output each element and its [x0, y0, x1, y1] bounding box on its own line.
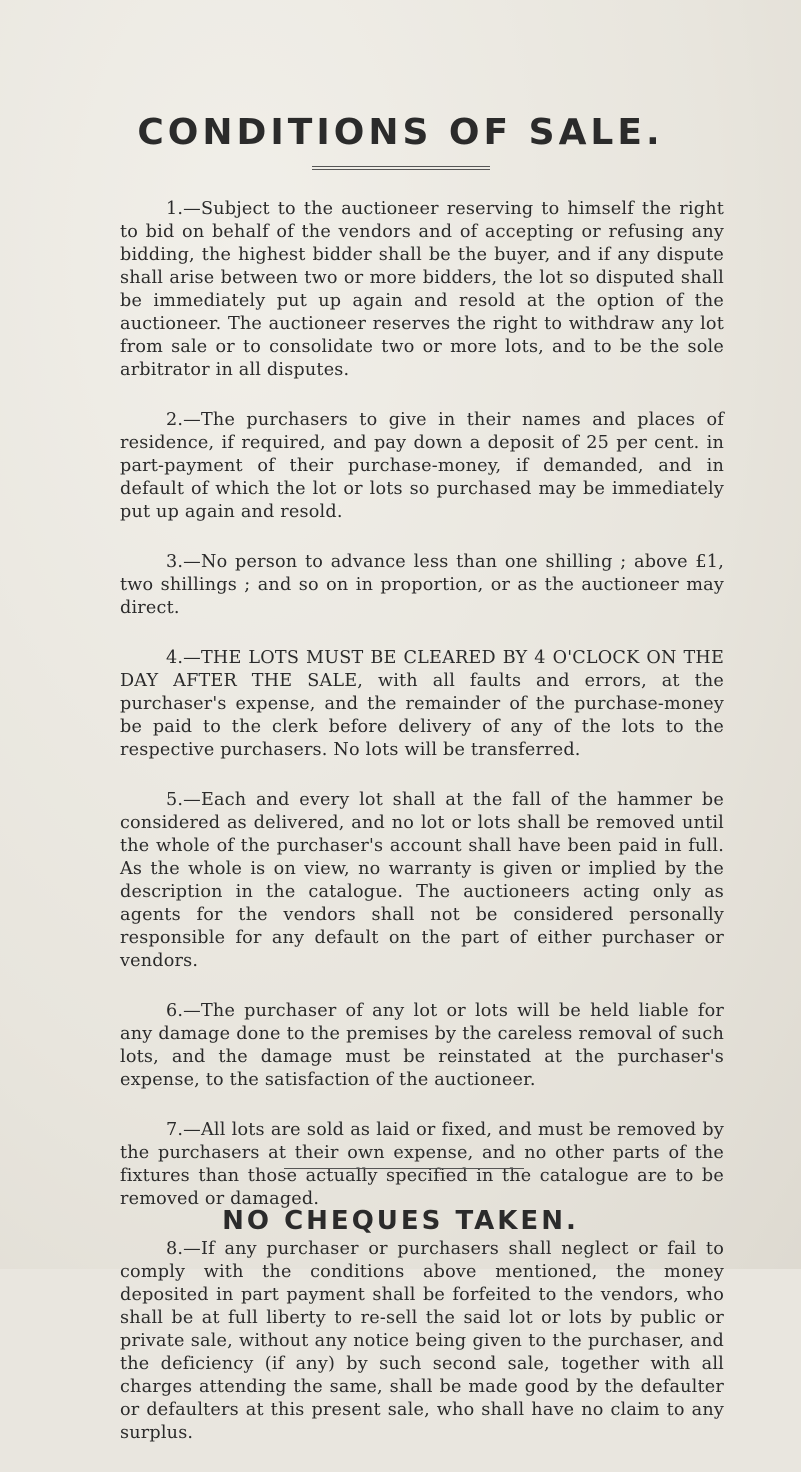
page-title: CONDITIONS OF SALE. — [137, 112, 664, 153]
condition-5: 5.—Each and every lot shall at the fall of the hammer be considered as delivered, and no lot or lots shall be removed until the whole of the purchaser's account shall have been paid in full. As the whole is on view, no warranty is given or implied by the description in the catalogue. The auctioneers acting only as agents for the vendors shall not be considered personally responsible for any default on the part of either purchaser or vendors. — [120, 790, 724, 971]
conditions-list — [120, 198, 724, 1472]
condition-3: 3.—No person to advance less than one shilling ; above £1, two shillings ; and so on in proportion, or as the auctioneer may direct. — [120, 552, 724, 618]
condition-1: 1.—Subject to the auctioneer reserving to himself the right to bid on behalf of the vendors and of accepting or refusing any bidding, the highest bidder shall be the buyer, and if any dispute shall arise between two or more bidders, the lot so disputed shall be immediately put up again and resold at the option of the auctioneer. The auctioneer reserves the right to withdraw any lot from sale or to consolidate two or more lots, and to be the sole arbitrator in all disputes. — [120, 199, 724, 380]
condition-6: 6.—The purchaser of any lot or lots will be held liable for any damage done to the premises by the careless removal of such lots, and the damage must be reinstated at the purchaser's expense, to the satisfaction of the auctioneer. — [120, 1001, 724, 1090]
condition-8: 8.—If any purchaser or purchasers shall neglect or fail to comply with the conditions above mentioned, the money deposited in part payment shall be forfeited to the vendors, who shall be at full liberty to re-sell the said lot or lots by public or private sale, without any notice being given to the purchaser, and the deficiency (if any) by such second sale, together with all charges attending the same, shall be made good by the defaulter or defaulters at this present sale, who shall have no claim to any surplus. — [120, 1239, 724, 1443]
condition-4: 4.—THE LOTS MUST BE CLEARED BY 4 O'CLOCK ON THE DAY AFTER THE SALE, with all faults and errors, at the purchaser's expense, and the remainder of the purchase-money be paid to the clerk before delivery of any of the lots to the respective purchasers. No lots will be transferred. — [120, 648, 724, 760]
footer-notice: NO CHEQUES TAKEN. — [222, 1206, 579, 1236]
condition-7: 7.—All lots are sold as laid or fixed, and must be removed by the purchasers at their own expense, and no other parts of the fixtures than those actually specified in the catalogue are to be removed or damaged. — [120, 1120, 724, 1209]
condition-2: 2.—The purchasers to give in their names and places of residence, if required, and pay down a deposit of 25 per cent. in part-payment of their purchase-money, if demanded, and in default of which the lot or lots so purchased may be immediately put up again and resold. — [120, 410, 724, 522]
title-rule — [312, 166, 490, 170]
footer-rule — [284, 1168, 524, 1169]
